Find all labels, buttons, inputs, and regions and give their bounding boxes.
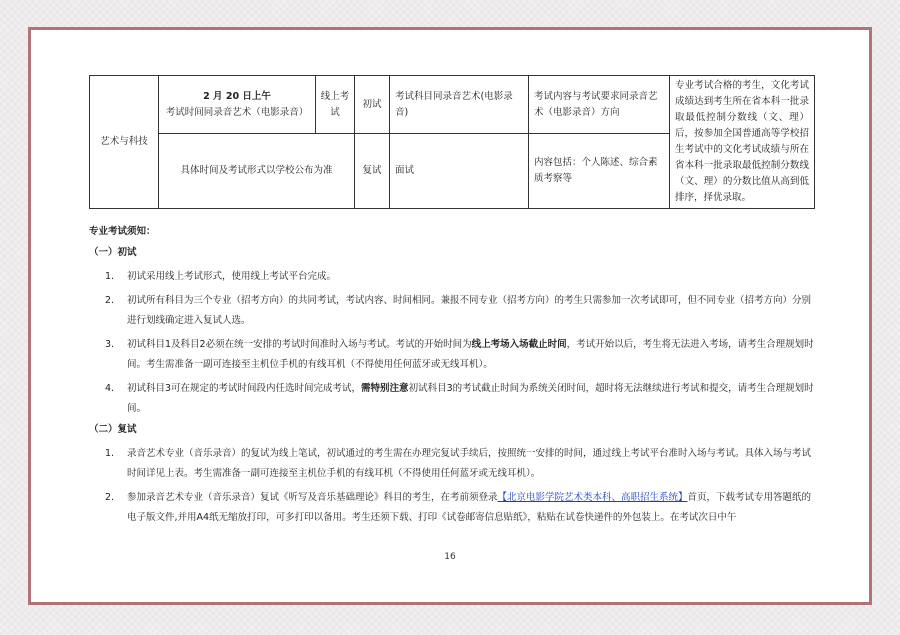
admission-cell: 专业考试合格的考生，文化考试成绩达到考生所在省本科一批录取最低控制分数线（文、理）后，按参加全国普通高等学校招生考试中的文化考试成绩与所在省本科一批录取最低控制分数线（文、理）的分数比值从高到低排序，择优录取。 xyxy=(670,76,815,209)
list-item: 4. 初试科目3可在规定的考试时间段内任选时间完成考试，需特别注意初试科目3的考试截止时间为系统关闭时间，超时将无法继续进行考试和提交，请考生合理规划时间。 xyxy=(105,383,814,414)
exam-time-desc: 考试时间同录音艺术（电影录音） xyxy=(165,106,309,118)
list-item: 2. 初试所有科目为三个专业（招考方向）的共同考试，考试内容、时间相同。兼报不同专业（招考方向）的考生只需参加一次考试即可，但不同专业（招考方向）分别进行划线确定进入复试人选。 xyxy=(105,295,812,326)
time-cell: 具体时间及考试形式以学校公布为准 xyxy=(159,134,355,209)
list-item: 2. 参加录音艺术专业（音乐录音）复试《听写及音乐基础理论》科目的考生，在考前须登录【北京电影学院艺术类本科、高职招生系统】首页，下载考试专用答题纸的电子版文件,并用A4纸无缩放打印，可多打印以备用。考生还须下载、打印《试卷邮寄信息贴纸》，粘贴在试卷快递件的外包装上。在考试次日中午 xyxy=(105,492,812,523)
enrollment-system-link[interactable]: 【北京电影学院艺术类本科、高职招生系统】 xyxy=(497,492,688,503)
round-cell: 复试 xyxy=(355,134,390,209)
list-item: 1. 录音艺术专业（音乐录音）的复试为线上笔试，初试通过的考生需在办理完复试手续后，按照统一安排的时间，通过线上考试平台准时入场与考试。具体入场与考试时间详见上表。考生需准备一副可连接至主机位手机的有线耳机（不得使用任何蓝牙或无线耳机）。 xyxy=(105,448,812,479)
content-cell: 考试内容与考试要求同录音艺术（电影录音）方向 xyxy=(529,76,670,134)
list-item: 1. 初试采用线上考试形式，使用线上考试平台完成。 xyxy=(105,271,337,282)
exam-form-cell: 线上考试 xyxy=(316,76,355,134)
section-title-retest: （二）复试 xyxy=(89,424,137,435)
page-number: 16 xyxy=(444,552,456,562)
exam-schedule-table xyxy=(89,75,815,209)
emphasis-text: 需特别注意 xyxy=(361,383,409,394)
table-row xyxy=(90,76,815,134)
content-cell: 内容包括：个人陈述、综合素质考察等 xyxy=(529,134,670,209)
emphasis-text: 线上考场入场截止时间 xyxy=(471,339,567,350)
document-page xyxy=(28,27,872,605)
round-cell: 初试 xyxy=(355,76,390,134)
category-cell: 艺术与科技 xyxy=(90,76,159,209)
notice-heading: 专业考试须知： xyxy=(89,226,156,237)
time-cell xyxy=(159,76,316,134)
subject-cell: 面试 xyxy=(390,134,529,209)
subject-cell: 考试科目同录音艺术(电影录音) xyxy=(390,76,529,134)
list-item: 3. 初试科目1及科目2必须在统一安排的考试时间准时入场与考试。考试的开始时间为线上考场入场截止时间，考试开始以后，考生将无法进入考场，请考生合理规划时间。考生需准备一副可连接至主机位手机的有线耳机（不得使用任何蓝牙或无线耳机）。 xyxy=(105,339,814,370)
section-title-preliminary: （一）初试 xyxy=(89,247,137,258)
exam-notice xyxy=(89,222,819,528)
exam-date: 2 月 20 日上午 xyxy=(203,90,271,102)
